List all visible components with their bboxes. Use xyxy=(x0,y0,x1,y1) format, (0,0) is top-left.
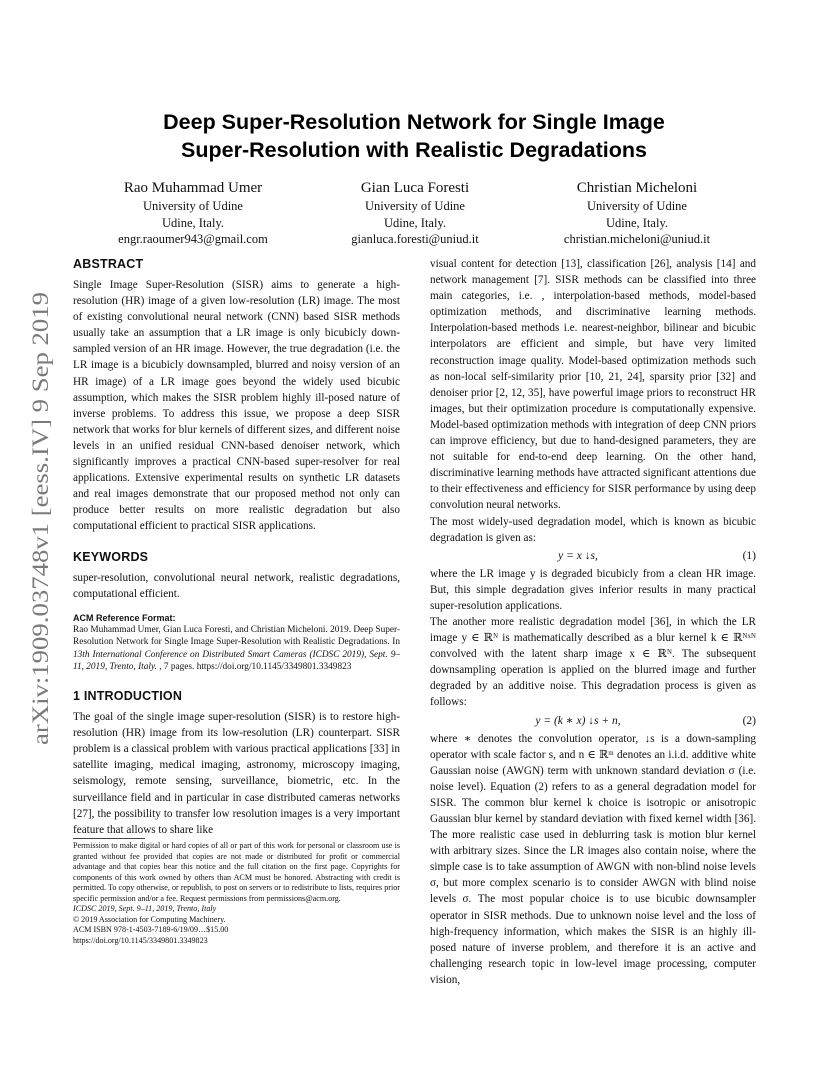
author-email[interactable]: christian.micheloni@uniud.it xyxy=(563,232,711,246)
acm-reference-venue: 13th International Conference on Distributed Smart Cameras (ICDSC 2019), Sept. 9–11, 2019, Trento, Italy. xyxy=(73,649,400,673)
equation-2-number: (2) xyxy=(742,714,756,727)
bicubic-degradation-paragraph: The most widely-used degradation model, which is known as bicubic degradation is given as: xyxy=(430,515,756,544)
author-affiliation: University of Udine xyxy=(587,199,687,213)
keywords-heading: KEYWORDS xyxy=(73,549,149,564)
author-location: Udine, Italy. xyxy=(383,215,447,230)
keywords-text: super-resolution, convolutional neural network, realistic degradations, computational efficient. xyxy=(73,571,400,600)
acm-reference-text xyxy=(73,624,400,674)
introduction-text: The goal of the single image super-resolution (SISR) is to restore high-resolution (HR) image from its low-resolution (LR) counterpart. SISR problem is a classical problem with various practical applications [33] in satellite imaging, medical imaging, astronomy, microscopy imaging, seismology, remote sensing, surveillance, biometric, etc. In the surveillance field and in particular in case distributed cameras networks [27], the possibility to transfer low resolution images is a very important feature that allows to share like xyxy=(73,711,400,836)
equation-2-body: y = (k ∗ x) ↓s + n, xyxy=(535,714,621,727)
degradation-explanation-paragraph: where ∗ denotes the convolution operator, ↓s is a down-sampling operator with scale factor s, and n ∈ ℝᵐ denotes an i.i.d. additive white Gaussian noise (AWGN) term with unknown standard deviation σ (i.e. noise level). Equation (2) refers to as a general degradation model for SISR. The common blur kernel k choice is isotropic or anisotropic Gaussian blur kernel by standard deviation with fixed kernel width [36]. The more realistic case used in deblurring task is motion blur kernel with arbitrary sizes. Since the LR images also contain noise, where the simple case is to take assumption of AWGN with non-blind noise levels σ, but more complex scenario is to consider AWGN with blind noise levels σ. The most popular choice is to use bicubic downsampler operator in SISR methods. Due to unknown noise level and the loss of high-frequency information, which makes the SISR is an highly ill-posed nature of inverse problem, and therefore it is an active and challenging research topic in low-level image processing, computer vision, xyxy=(430,732,756,986)
author-name: Rao Muhammad Umer xyxy=(123,180,263,196)
introduction-heading: 1 INTRODUCTION xyxy=(73,689,183,704)
author-block-2 xyxy=(300,178,530,248)
permission-footnote xyxy=(73,841,400,946)
author-location: Udine, Italy. xyxy=(161,215,225,230)
right-column xyxy=(430,256,756,988)
paper-title xyxy=(60,108,768,164)
intro-continued-paragraph: visual content for detection [13], classification [26], analysis [14] and network management [7]. SISR methods can be classified into three main categories, i.e. , interpolation-based methods, model-based optimization methods, and discriminative learning methods. Interpolation-based methods i.e. nearest-neighbor, bilinear and bicubic interpolators are efficient and simple, but have very limited reconstruction image quality. Model-based optimization methods such as non-local self-similarity prior [10, 21, 24], sparsity prior [32] and denoiser prior [2, 12, 35], have powerful image priors to reconstruct HR images, but their optimization procedure is computationally expensive. Model-based optimization methods with integration of deep CNN priors can improve efficiency, but due to hand-designed parameters, they are not suitable for end-to-end deep learning. On the other hand, discriminative learning methods have attracted significant attentions due to their effectiveness and efficiency for SISR performance by using deep convolution neural networks. xyxy=(430,258,756,512)
footnote-rule xyxy=(73,838,145,839)
acm-reference-authors: Rao Muhammad Umer, Gian Luca Foresti, and Christian Micheloni. 2019. Deep Super-Resolution Network for Single Image Super-Resolution with Realistic Degradations. In xyxy=(73,624,400,648)
equation-1 xyxy=(430,548,756,564)
realistic-degradation-paragraph: The another more realistic degradation model [36], in which the LR image y ∈ ℝᴺ is mathematically described as a blur kernel k ∈ ℝᴺˣᴺ convolved with the latent sharp image x ∈ ℝᴺ. The subsequent downsampling operation is applied on the blurred image and further degraded by an additive noise. This degradation process is given as follows: xyxy=(430,615,756,709)
abstract-heading: ABSTRACT xyxy=(73,257,144,271)
author-email[interactable]: engr.raoumer943@gmail.com xyxy=(118,232,268,246)
author-block-3 xyxy=(522,178,752,248)
title-line-1: Deep Super-Resolution Network for Single Image xyxy=(163,110,665,134)
author-location: Udine, Italy. xyxy=(605,215,669,230)
conference-venue: ICDSC 2019, Sept. 9–11, 2019, Trento, Italy xyxy=(73,904,217,913)
arxiv-identifier-stamp xyxy=(4,290,64,745)
arxiv-identifier-text: arXiv:1909.03748v1 [eess.IV] 9 Sep 2019 xyxy=(28,346,54,745)
equation-2 xyxy=(430,713,756,729)
author-name: Christian Micheloni xyxy=(576,180,698,196)
author-affiliation: University of Udine xyxy=(143,199,243,213)
author-block-1 xyxy=(78,178,308,248)
author-email[interactable]: gianluca.foresti@uniud.it xyxy=(351,232,479,246)
equation-1-body: y = x ↓s, xyxy=(558,549,598,562)
doi-link[interactable]: https://doi.org/10.1145/3349801.3349823 xyxy=(73,935,208,945)
abstract-text: Single Image Super-Resolution (SISR) aims to generate a high-resolution (HR) image of a given low-resolution (LR) image. The most of existing convolutional neural network (CNN) based SISR methods usually take an assumption that a LR image is only bicubicly down-sampled version of an HR image. However, the true degradation (i.e. the LR image is a bicubicly downsampled, blurred and noisy version of an HR image) of a LR image goes beyond the widely used bicubic assumption, which makes the SISR problem highly ill-posed nature of inverse problems. To address this issue, we propose a deep SISR network that works for blur kernels of different sizes, and different noise levels in an unified residual CNN-based denoiser network, which significantly improves a practical CNN-based super-resolver for real applications. Extensive experimental results on synthetic LR datasets and real images demonstrate that our proposed method not only can produce better results on more realistic degradation but also computational efficient to practical SISR applications. xyxy=(73,279,400,533)
isbn-line: ACM ISBN 978-1-4503-7189-6/19/09…$15.00 xyxy=(73,925,229,934)
author-affiliation: University of Udine xyxy=(365,199,465,213)
title-line-2: Super-Resolution with Realistic Degradations xyxy=(181,138,647,162)
left-column xyxy=(73,256,400,838)
acm-reference-pages-doi[interactable]: , 7 pages. https://doi.org/10.1145/3349801.3349823 xyxy=(156,662,352,673)
bicubic-explanation-paragraph: where the LR image y is degraded bicubicly from a clean HR image. But, this simple degradation gives inferior results in many practical super-resolution applications. xyxy=(430,567,756,612)
equation-1-number: (1) xyxy=(742,549,756,562)
copyright-line: © 2019 Association for Computing Machinery. xyxy=(73,914,226,924)
permission-notice: Permission to make digital or hard copies of all or part of this work for personal or classroom use is granted without fee provided that copies are not made or distributed for profit or commercial advantage and that copies bear this notice and the full citation on the first page. Copyrights for components of this work owned by others than ACM must be honored. Abstracting with credit is permitted. To copy otherwise, or republish, to post on servers or to redistribute to lists, requires prior specific permission and/or a fee. Request permissions from permissions@acm.org. xyxy=(73,841,400,903)
acm-reference-heading: ACM Reference Format: xyxy=(73,612,176,623)
author-name: Gian Luca Foresti xyxy=(360,180,470,196)
